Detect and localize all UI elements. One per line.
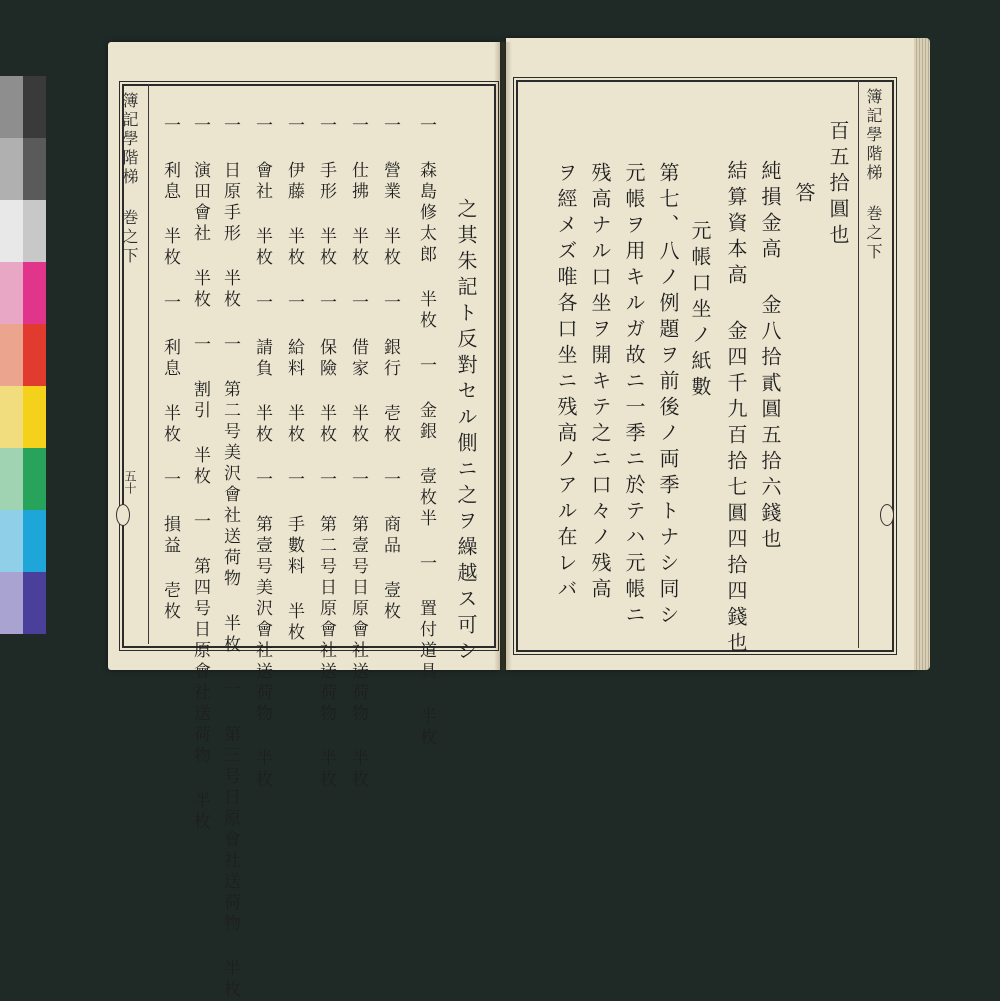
left-text-column: 一 伊藤 半枚 一 給料 半枚 一 手數料 半枚 [284,116,304,644]
right-header-rule [858,80,859,648]
right-text-column: ヲ經メズ唯各口坐ニ残高ノアル在レバ [554,162,578,604]
left-column-1: 之其朱記ト反對セル側ニ之ヲ繰越ス可シ [454,198,478,666]
left-fold-mark [116,504,130,526]
right-text-column: 第七、八ノ例題ヲ前後ノ両季トナシ同シ [656,162,680,630]
left-text-column: 一 營業 半枚 一 銀行 壱枚 一 商品 壹枚 [380,116,400,623]
right-fold-mark [880,504,894,526]
color-swatch [0,76,46,138]
color-swatch [0,572,46,634]
right-text-column: 純損金高 金八拾貳圓五拾六錢也 [758,160,782,554]
left-text-column: 一 日原手形 半枚 一 第二号美沢會社送荷物 半枚 一 第三号日原會社送荷物 半枚 [220,116,240,1001]
left-text-column: 一 利息 半枚 一 利息 半枚 一 損益 壱枚 [160,116,180,623]
right-text-column: 答 [792,182,816,208]
color-swatch [0,200,46,262]
book-gutter [494,42,512,670]
right-text-column: 百五拾圓也 [826,120,850,250]
right-text-column: 結算資本高 金四千九百拾七圓四拾四錢也 [724,160,748,658]
color-swatch [0,510,46,572]
left-page-header: 簿記學階梯 巻之下 [120,92,139,266]
right-text-column: 元帳ヲ用キルガ故ニ一季ニ於テハ元帳ニ [622,162,646,630]
right-text-column: 元帳口坐ノ紙數 [688,220,712,402]
left-page-number: 五十 [123,470,137,494]
left-text-column: 一 演田會社 半枚 一 割引 半枚 一 第四号日原會社送荷物 半枚 [190,116,210,833]
color-swatch [0,262,46,324]
left-header-rule [148,84,149,644]
left-text-column: 一 仕拂 半枚 一 借家 半枚 一 第壹号日原會社送荷物 半枚 [348,116,368,791]
page-edges [914,38,930,670]
color-swatch [0,448,46,510]
color-swatch [0,138,46,200]
open-book [108,34,930,1001]
right-text-column: 残高ナル口坐ヲ開キテ之ニ口々ノ残高 [588,162,612,604]
left-text-column: 一 森島修太郎 半枚 一 金銀 壹枚半 一 置付道具 半枚 [416,116,436,749]
color-swatch [0,386,46,448]
left-text-column: 一 會社 半枚 一 請負 半枚 一 第壹号美沢會社送荷物 半枚 [252,116,272,791]
color-calibration-bar [0,76,46,636]
right-page-header: 簿記學階梯 巻之下 [864,88,883,262]
left-text-column: 一 手形 半枚 一 保險 半枚 一 第二号日原會社送荷物 半枚 [316,116,336,791]
color-swatch [0,324,46,386]
